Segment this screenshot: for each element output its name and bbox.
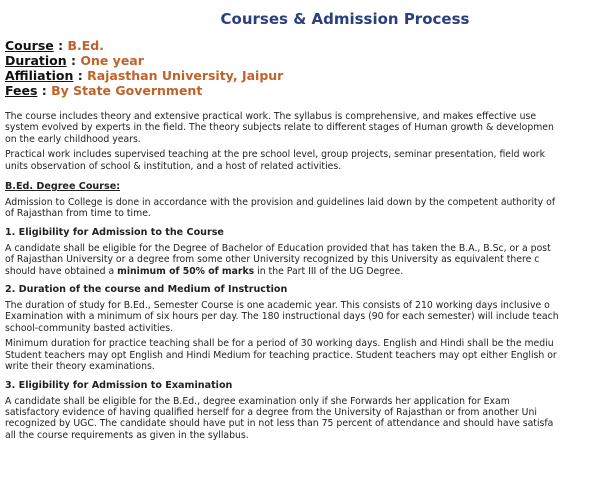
duration-paragraph-1 [5,300,600,334]
text-line: A candidate shall be eligible for the B.Ed., degree examination only if she Forwards her application for Exam [5,395,510,407]
text-line: A candidate shall be eligible for the Degree of Bachelor of Education provided that has taken the B.A., B.Sc, or a post [5,242,551,254]
eligibility-course-paragraph [5,243,600,277]
text-line: on the early childhood years. [5,133,141,145]
fact-value: One year [80,53,144,68]
fact-key: Fees [5,83,38,98]
section-heading-duration: 2. Duration of the course and Medium of Instruction [5,284,288,296]
fact-value: Rajasthan University, Jaipur [87,68,284,83]
page-title: Courses & Admission Process [220,10,470,28]
fact-key: Duration [5,53,67,68]
fact-value: B.Ed. [67,38,104,53]
intro-paragraph-2 [5,149,600,172]
text-line: Examination with a minimum of six hours per day. The 180 instructional days (90 for each semester) will include teach [5,311,559,323]
text-line: system evolved by experts in the field. The theory subjects relate to different stages of Human growth & developmen [5,122,554,134]
text-line: Minimum duration for practice teaching shall be for a period of 30 working days. English and Hindi shall be the mediu [5,338,554,350]
text-line: units observation of school & institution, and a host of related activities. [5,160,342,172]
section-heading-degree: B.Ed. Degree Course: [5,181,121,193]
document-body [5,111,600,441]
text-line: all the course requirements as given in the syllabus. [5,429,249,441]
intro-paragraph-1 [5,111,600,145]
minimum-marks-emphasis: minimum of 50% of marks [117,265,255,277]
degree-paragraph [5,197,600,220]
section-heading-eligibility-exam: 3. Eligibility for Admission to Examination [5,379,233,391]
section-heading-eligibility-course: 1. Eligibility for Admission to the Course [5,226,224,238]
text-line: Practical work includes supervised teaching at the pre school level, group projects, seminar presentation, field work [5,149,545,161]
text-line: write their theory examinations. [5,361,155,373]
course-facts [5,38,283,98]
fact-affiliation: Affiliation : Rajasthan University, Jaipur [5,68,284,83]
text-line: The course includes theory and extensive practical work. The syllabus is comprehensive, and makes effective use [5,111,537,122]
fact-key: Course [5,38,54,53]
eligibility-exam-paragraph [5,396,600,442]
fact-course: Course : B.Ed. [5,38,104,53]
fact-value: By State Government [51,83,203,98]
fact-key: Affiliation [5,68,74,83]
text-line: Admission to College is done in accordance with the provision and guidelines laid down by the competent authority of [5,197,556,209]
text-line: should have obtained a minimum of 50% of marks in the Part III of the UG Degree. [5,265,404,277]
text-line: school-community basted activities. [5,322,174,334]
text-line: recognized by UGC. The candidate should have put in not less than 75 percent of attendance and should have satisfa [5,418,554,430]
text-line: of Rajasthan University or a degree from some other University recognized by this University as equivalent there c [5,254,540,266]
fact-duration: Duration : One year [5,53,144,68]
text-line: Student teachers may opt English and Hindi Medium for teaching practice. Student teachers may opt either English or [5,349,557,361]
duration-paragraph-2 [5,338,600,372]
text-line: The duration of study for B.Ed., Semester Course is one academic year. This consists of 210 working days inclusive o [5,300,550,312]
text-line: satisfactory evidence of having qualified herself for a degree from the University of Rajasthan or from another Uni [5,406,537,418]
fact-fees: Fees : By State Government [5,83,203,98]
text-line: of Rajasthan from time to time. [5,208,151,220]
